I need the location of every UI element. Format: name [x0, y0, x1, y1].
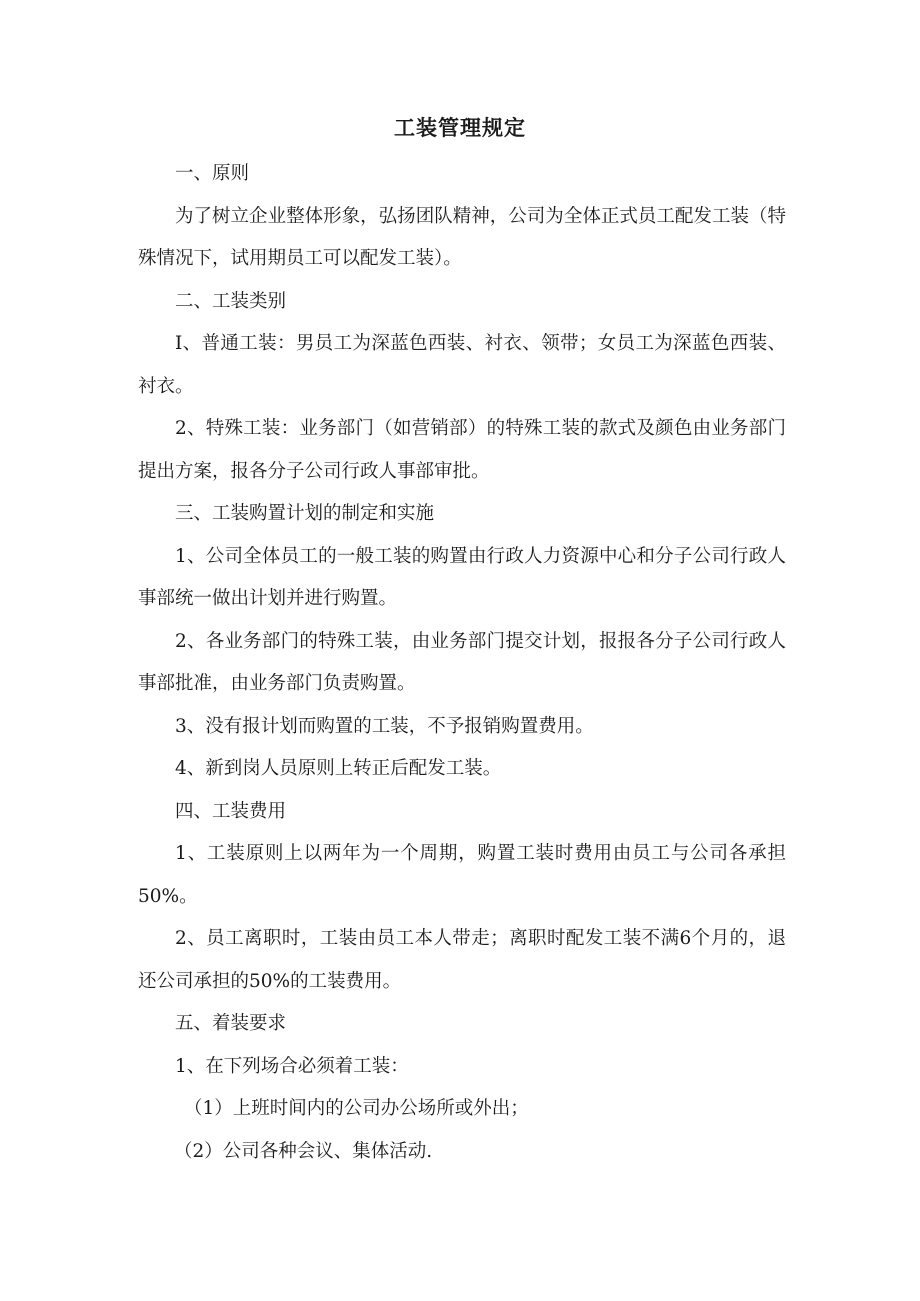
paragraph-cost-cycle: 1、工装原则上以两年为一个周期，购置工装时费用由员工与公司各承担50%。 — [138, 843, 786, 907]
paragraph-regular-uniform: I、普通工装：男员工为深蓝色西装、衬衣、领带；女员工为深蓝色西装、衬衣。 — [138, 333, 786, 397]
paragraph-purchase-new-staff: 4、新到岗人员原则上转正后配发工装。 — [175, 758, 502, 779]
paragraph-purchase-special: 2、各业务部门的特殊工装，由业务部门提交计划，报报各分子公司行政人事部批准，由业务部门负责购置。 — [138, 630, 786, 694]
paragraph-principle: 为了树立企业整体形象，弘扬团队精神，公司为全体正式员工配发工装（特殊情况下，试用期员工可以配发工装）。 — [138, 205, 786, 269]
paragraph-dress-occasions: 1、在下列场合必须着工装： — [175, 1055, 409, 1077]
section-heading-categories: 二、工装类别 — [175, 290, 287, 312]
paragraph-cost-resignation: 2、员工离职时，工装由员工本人带走；离职时配发工装不满6个月的，退还公司承担的50%的工装费用。 — [138, 928, 786, 992]
section-heading-purchase-plan: 三、工装购置计划的制定和实施 — [175, 503, 435, 524]
paragraph-special-uniform: 2、特殊工装：业务部门（如营销部）的特殊工装的款式及颜色由业务部门提出方案，报各分子公司行政人事部审批。 — [138, 418, 786, 482]
document-body — [138, 153, 786, 1173]
paragraph-purchase-unplanned: 3、没有报计划而购置的工装，不予报销购置费用。 — [175, 715, 594, 737]
section-heading-dress-requirements: 五、着装要求 — [175, 1013, 287, 1034]
section-heading-costs: 四、工装费用 — [175, 800, 287, 822]
document-title: 工装管理规定 — [394, 116, 526, 140]
list-item-office-hours: （1）上班时间内的公司办公场所或外出； — [184, 1098, 529, 1119]
paragraph-purchase-general: 1、公司全体员工的一般工装的购置由行政人力资源中心和分子公司行政人事部统一做出计划并进行购置。 — [138, 545, 786, 609]
list-item-meetings: （2）公司各种会议、集体活动. — [174, 1140, 433, 1162]
section-heading-principle: 一、原则 — [175, 163, 250, 184]
